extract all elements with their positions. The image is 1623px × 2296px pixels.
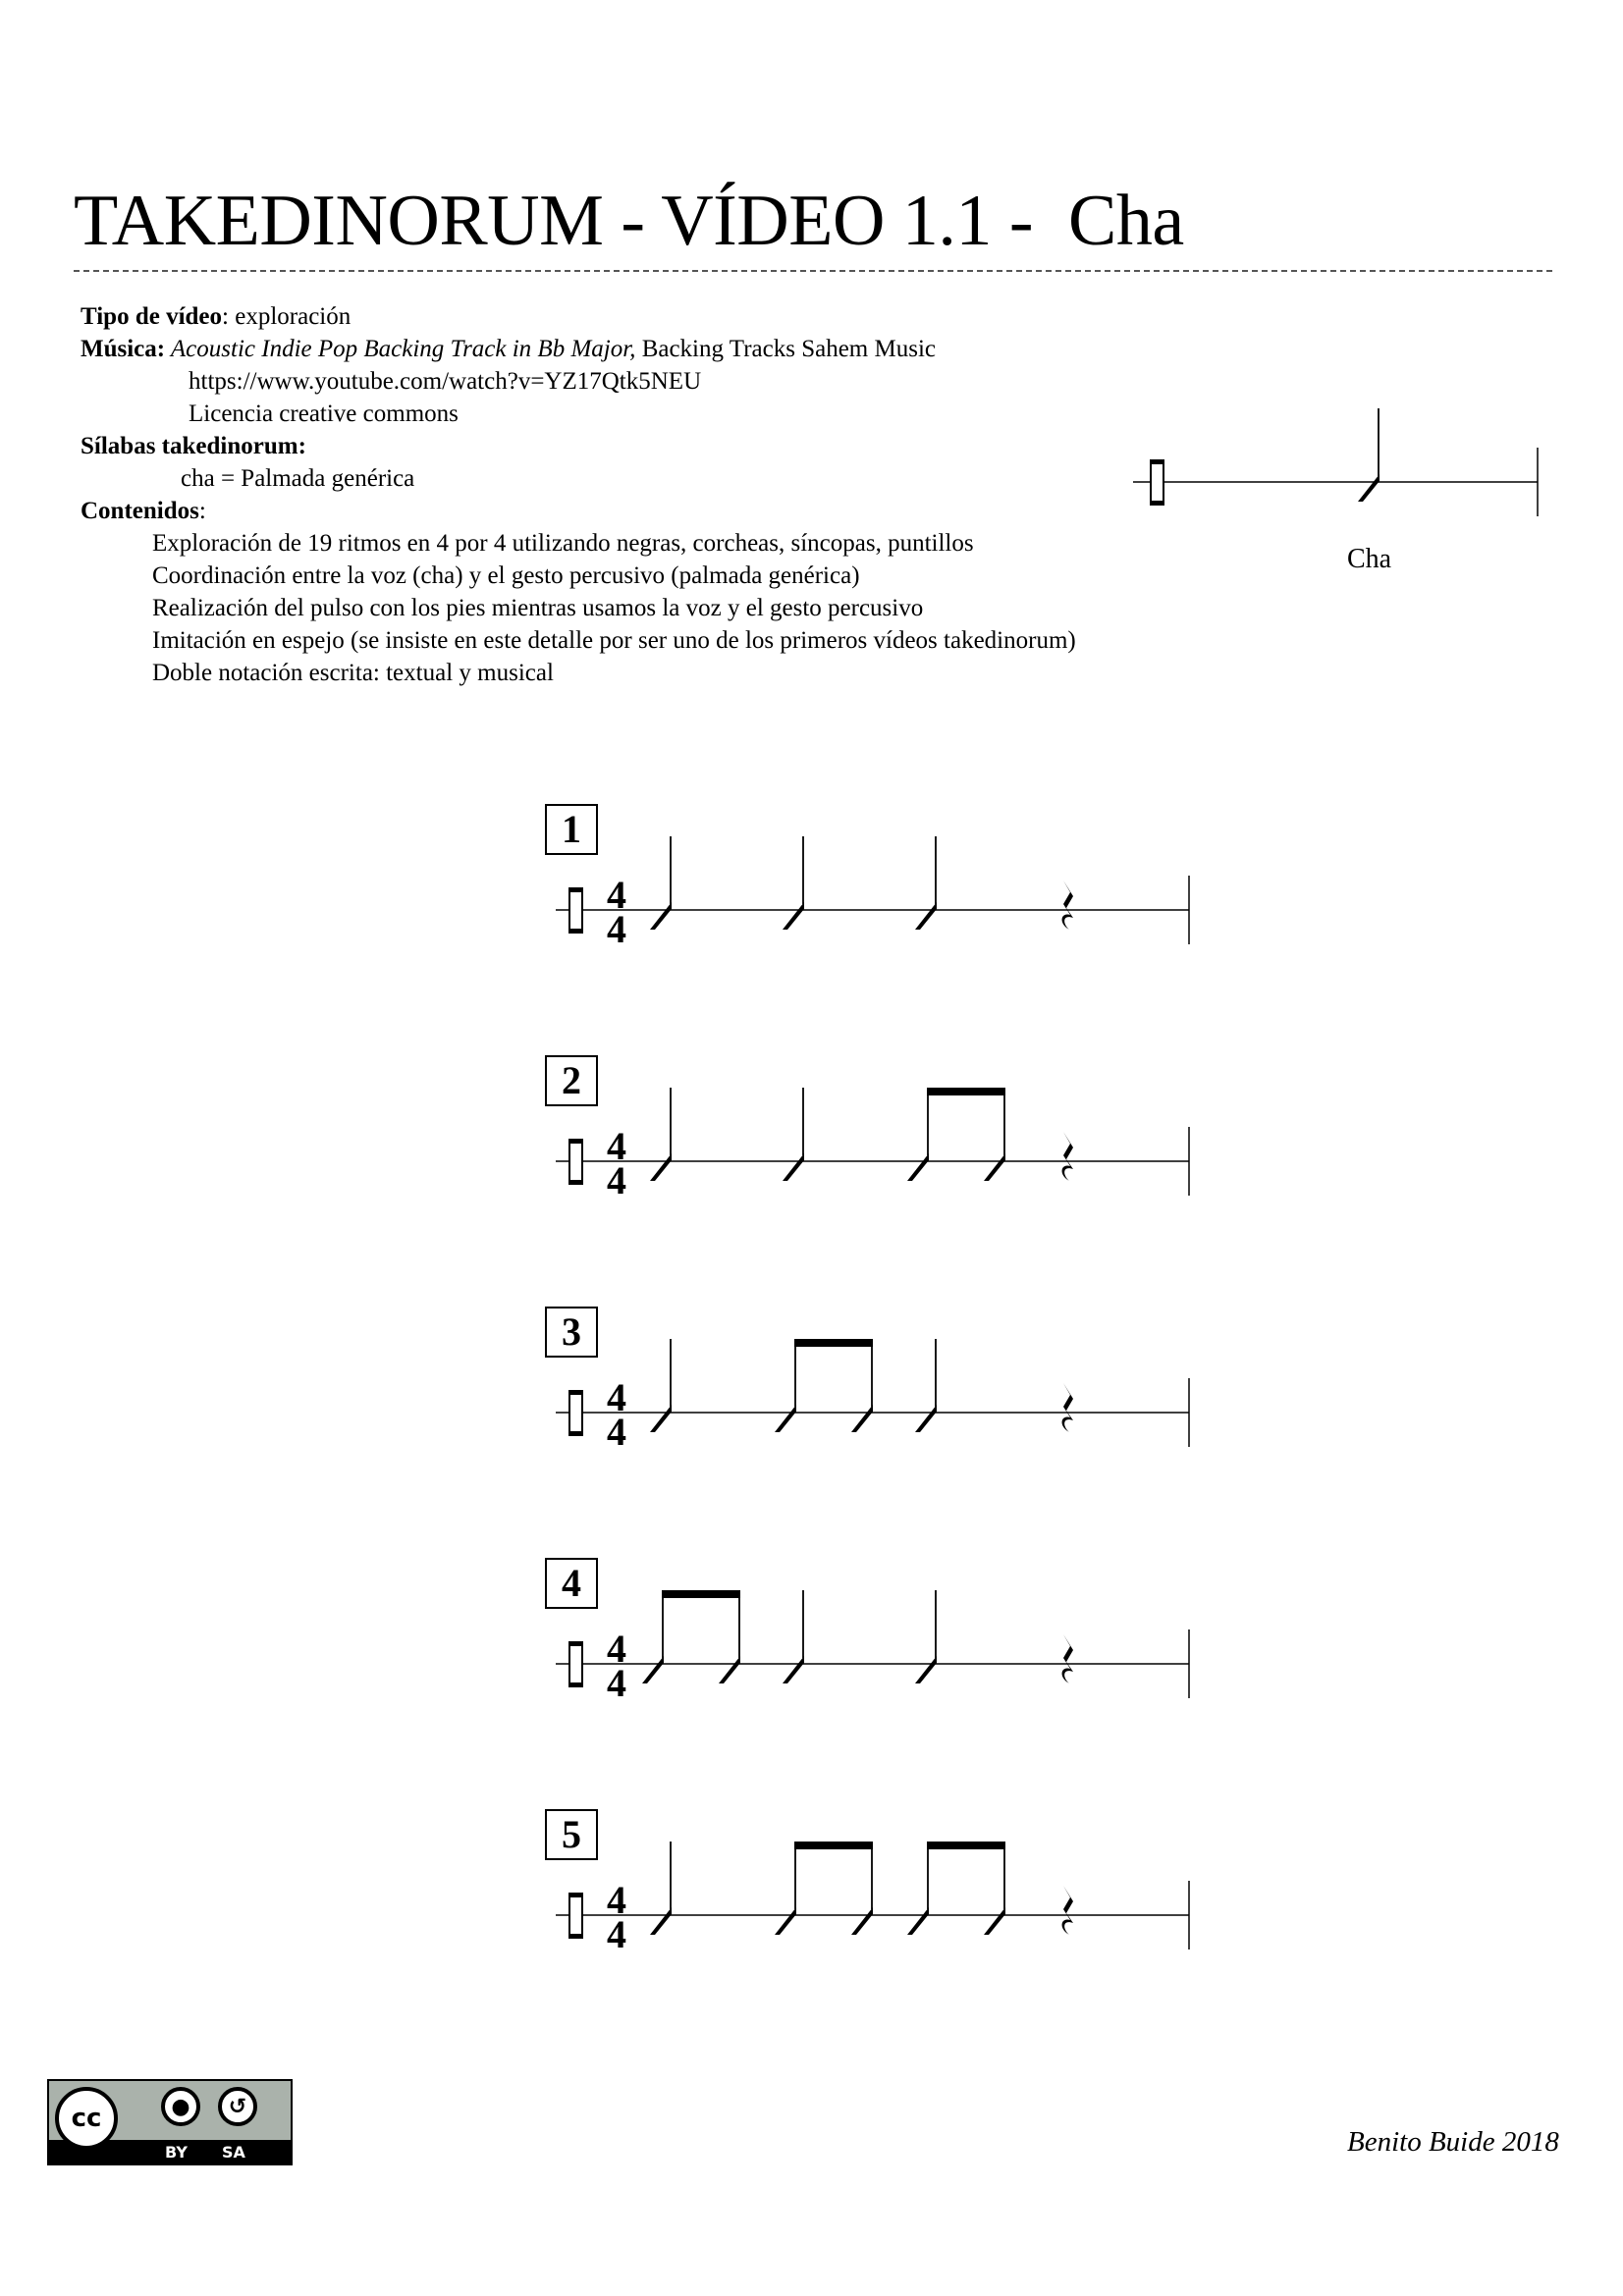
eighth-beam	[927, 1088, 1005, 1095]
time-signature-top: 4	[607, 1375, 626, 1419]
slash-notehead	[650, 902, 672, 930]
musica-url: https://www.youtube.com/watch?v=YZ17Qtk5NEU	[189, 368, 702, 395]
percussion-clef-bottom	[569, 1431, 582, 1436]
contenidos-colon: :	[198, 498, 206, 524]
quarter-rest	[1062, 1886, 1073, 1935]
quarter-rest	[1062, 1132, 1073, 1181]
slash-notehead	[783, 1656, 804, 1683]
slash-notehead	[915, 1656, 937, 1683]
eighth-beam	[662, 1590, 740, 1598]
slash-notehead	[984, 1153, 1005, 1181]
eighth-beam	[794, 1339, 873, 1347]
quarter-rest	[1062, 1634, 1073, 1683]
cc-sa-label: SA	[222, 2143, 245, 2162]
author-credit: Benito Buide 2018	[1347, 2126, 1559, 2158]
slash-notehead	[775, 1907, 796, 1935]
time-signature-bottom: 4	[607, 1661, 626, 1705]
eighth-beam	[927, 1842, 1005, 1849]
time-signature-top: 4	[607, 873, 626, 917]
musica-label: Música:	[81, 336, 166, 362]
percussion-clef-top	[1151, 459, 1163, 464]
slash-notehead	[907, 1907, 929, 1935]
percussion-clef-bottom	[569, 1934, 582, 1939]
slash-notehead	[642, 1656, 664, 1683]
syllable-label-cha: Cha	[1347, 544, 1392, 574]
musica-license: Licencia creative commons	[189, 400, 459, 427]
rhythm-number: 3	[562, 1309, 581, 1354]
percussion-clef-top	[569, 887, 582, 892]
silabas-value: cha = Palmada genérica	[181, 465, 415, 492]
percussion-clef	[569, 1894, 582, 1938]
musica-artist: Backing Tracks Sahem Music	[635, 336, 936, 362]
slash-notehead	[851, 1907, 873, 1935]
rhythm-number: 2	[562, 1058, 581, 1102]
percussion-clef	[569, 1642, 582, 1686]
slash-notehead	[851, 1405, 873, 1432]
contenidos-item: Imitación en espejo (se insiste en este detalle por ser uno de los primeros vídeos takedinorum)	[152, 627, 1076, 654]
rhythm-2	[546, 1056, 1189, 1202]
time-signature-bottom: 4	[607, 1912, 626, 1956]
percussion-clef	[569, 1140, 582, 1184]
percussion-clef	[569, 888, 582, 933]
percussion-clef-bottom	[569, 929, 582, 934]
rhythm-4	[546, 1559, 1189, 1705]
time-signature-bottom: 4	[607, 1158, 626, 1202]
contenidos-item: Coordinación entre la voz (cha) y el gesto percusivo (palmada genérica)	[152, 562, 860, 589]
rhythm-number: 5	[562, 1812, 581, 1856]
cc-icon	[55, 2087, 118, 2150]
eighth-beam	[794, 1842, 873, 1849]
contenidos-item: Realización del pulso con los pies mientras usamos la voz y el gesto percusivo	[152, 595, 924, 621]
slash-notehead	[783, 902, 804, 930]
percussion-clef-top	[569, 1139, 582, 1144]
slash-notehead	[650, 1405, 672, 1432]
cc-text: cc	[71, 2104, 102, 2133]
time-signature-top: 4	[607, 1124, 626, 1168]
contenidos-item: Exploración de 19 ritmos en 4 por 4 utilizando negras, corcheas, síncopas, puntillos	[152, 530, 974, 557]
slash-notehead	[915, 1405, 937, 1432]
silabas-label-text: Sílabas takedinorum:	[81, 433, 306, 459]
slash-notehead	[650, 1907, 672, 1935]
syllable-reference-staff	[1133, 408, 1538, 574]
slash-notehead	[783, 1153, 804, 1181]
contenidos-item: Doble notación escrita: textual y musical	[152, 660, 554, 686]
percussion-clef-top	[569, 1390, 582, 1395]
cc-by-label: BY	[165, 2143, 188, 2162]
percussion-clef-bottom	[1151, 501, 1163, 506]
tipo-value: : exploración	[222, 303, 352, 330]
quarter-rest	[1062, 881, 1073, 930]
percussion-clef-top	[569, 1641, 582, 1646]
tipo-label: Tipo de vídeo	[81, 303, 223, 330]
percussion-clef-bottom	[569, 1180, 582, 1185]
percussion-clef-top	[569, 1893, 582, 1897]
slash-notehead	[984, 1907, 1005, 1935]
time-signature-top: 4	[607, 1878, 626, 1922]
rhythm-number: 4	[562, 1561, 581, 1605]
share-alike-icon: ↺	[218, 2087, 257, 2126]
percussion-clef-bottom	[569, 1682, 582, 1687]
time-signature-bottom: 4	[607, 1410, 626, 1454]
time-signature-top: 4	[607, 1627, 626, 1671]
rhythm-number: 1	[562, 807, 581, 851]
slash-notehead	[775, 1405, 796, 1432]
slash-notehead	[907, 1153, 929, 1181]
rhythm-3	[546, 1308, 1189, 1454]
percussion-clef	[569, 1391, 582, 1435]
slash-notehead	[1358, 474, 1380, 502]
percussion-clef	[1151, 460, 1163, 505]
page-title: TAKEDINORUM - VÍDEO 1.1 - Cha	[74, 181, 1184, 261]
quarter-rest	[1062, 1383, 1073, 1432]
time-signature-bottom: 4	[607, 907, 626, 951]
slash-notehead	[650, 1153, 672, 1181]
person-attribution-icon: ●	[161, 2087, 200, 2126]
slash-notehead	[915, 902, 937, 930]
rhythm-5	[546, 1810, 1189, 1956]
contenidos-label: Contenidos	[81, 498, 199, 524]
slash-notehead	[719, 1656, 740, 1683]
musica-title: Acoustic Indie Pop Backing Track in Bb Major,	[165, 336, 636, 362]
rhythm-1	[546, 805, 1189, 951]
cc-by-sa-license-badge	[47, 2079, 293, 2165]
